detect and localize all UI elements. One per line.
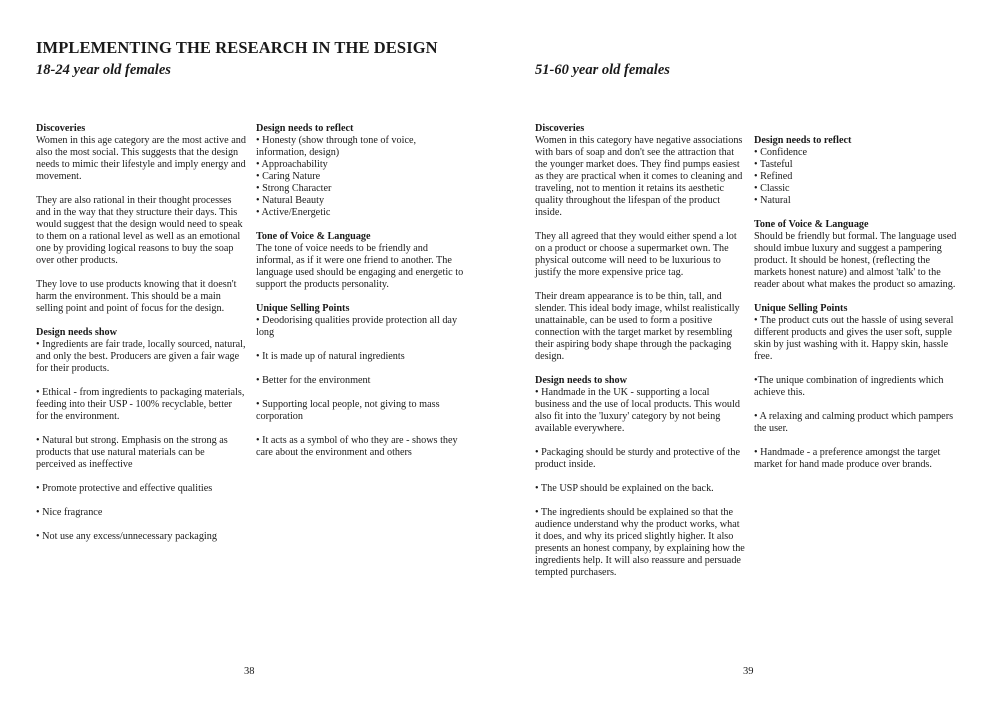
list-item: • Approachability [256,159,328,170]
section-heading: Design needs to show [535,375,627,386]
list-item: • Handmade in the UK - supporting a local business and the use of local products. This would also fit into the 'luxury' category by not being available everywhere. [535,387,740,434]
list-item: • Promote protective and effective qualities [36,483,213,494]
section-heading: Discoveries [535,123,585,134]
list-item: • Deodorising qualities provide protection all day long [256,315,458,338]
paragraph: Women in this category have negative associations with bars of soap and don't see the attraction that the younger market does. They find pumps easiest as they are practical when it comes to cleaning and traveling, not to mention it retains its aesthetic quality throughout the lifespan of the product inside. [535,135,743,218]
list-item: • It is made up of natural ingredients [256,351,405,362]
list-item: • The product cuts out the hassle of using several different products and gives the user soft, supple skin by just washing with it. Happy skin, hassle free. [754,315,954,362]
list-item: • Better for the environment [256,375,371,386]
list-spacer [535,495,745,507]
list-spacer [256,423,466,435]
list-item: •The unique combination of ingredients which achieve this. [754,375,944,398]
bullet-list [535,387,745,579]
list-spacer [256,363,466,375]
list-item: • Natural Beauty [256,195,325,206]
list-spacer [256,387,466,399]
section-heading: Discoveries [36,123,86,134]
list-item: • A relaxing and calming product which pampers the user. [754,411,954,434]
section-heading: Tone of Voice & Language [256,231,371,242]
list-item: • The ingredients should be explained so that the audience understand why the product works, what it does, and why its priced slightly higher. It also presents an honest company, by explaining how the ingredients help. It will also reassure and persuade tempted purchasers. [535,507,745,578]
list-spacer [535,435,745,447]
list-item: • Nice fragrance [36,507,103,518]
list-spacer [36,423,246,435]
list-item: • Honesty (show through tone of voice, information, design) [256,135,417,158]
bullet-list [256,135,466,219]
list-spacer [535,471,745,483]
section-heading: Tone of Voice & Language [754,219,869,230]
list-item: • Strong Character [256,183,332,194]
list-item: • Confidence [754,147,808,158]
list-item: • Packaging should be sturdy and protective of the product inside. [535,447,741,470]
left-subtitle: 18-24 year old females [36,62,171,78]
paragraph: The tone of voice needs to be friendly and informal, as if it were one friend to another. The language used should be engaging and energetic to support the products personality. [256,243,464,290]
paragraph: They are also rational in their thought processes and in the way that they structure their days. This would suggest that the design would need to speak to them on a rational level as well as an emotional one by providing logical reasons to buy the soap over other products. [36,195,243,266]
list-item: • Ethical - from ingredients to packaging materials, feeding into their USP - 100% recyclable, better for the environment. [36,387,245,422]
page-title: IMPLEMENTING THE RESEARCH IN THE DESIGN [36,38,438,57]
right-column-1 [535,123,745,579]
list-item: • Active/Energetic [256,207,331,218]
list-item: • Not use any excess/unnecessary packaging [36,531,217,542]
paragraph: Women in this age category are the most active and also the most social. This suggests that the design needs to mimic their lifestyle and imply energy and movement. [36,135,246,182]
list-spacer [754,363,964,375]
page-number-left: 38 [244,666,255,677]
list-item: • Handmade - a preference amongst the target market for hand made produce over brands. [754,447,941,470]
paragraph: They all agreed that they would either spend a lot on a product or choose a supermarket own. The physical outcome will need to be luxurious to justify the more expensive price tag. [535,231,737,278]
list-spacer [36,375,246,387]
list-spacer [36,471,246,483]
paragraph: They love to use products knowing that it doesn't harm the environment. This should be a main selling point and point of focus for the design. [36,279,237,314]
bullet-list [256,315,466,459]
left-column-1 [36,123,246,543]
bullet-list [754,315,964,471]
list-item: • The USP should be explained on the back. [535,483,714,494]
paragraph: Their dream appearance is to be thin, tall, and slender. This ideal body image, whilst realistically unattainable, can be used to form a positive connection with the target market by resembling their aspiring body shape through the packaging design. [535,291,740,362]
list-item: • Caring Nature [256,171,321,182]
section-heading: Unique Selling Points [754,303,848,314]
list-spacer [256,339,466,351]
list-spacer [754,435,964,447]
list-item: • Tasteful [754,159,793,170]
list-spacer [754,399,964,411]
list-item: • Refined [754,171,793,182]
list-item: • Classic [754,183,790,194]
list-item: • It acts as a symbol of who they are - shows they care about the environment and others [256,435,458,458]
list-spacer [36,519,246,531]
right-column-2 [754,135,964,471]
list-item: • Ingredients are fair trade, locally sourced, natural, and only the best. Producers are given a fair wage for their products. [36,339,246,374]
section-heading: Design needs show [36,327,117,338]
left-column-2 [256,123,466,459]
paragraph: Should be friendly but formal. The language used should imbue luxury and suggest a pampering product. It should be honest, (reflecting the markets honest nature) and almost 'talk' to the reader about what makes the product so amazing. [754,231,957,290]
list-spacer [36,495,246,507]
section-heading: Design needs to reflect [754,135,852,146]
bullet-list [754,147,964,207]
section-heading: Unique Selling Points [256,303,350,314]
list-item: • Natural but strong. Emphasis on the strong as products that use natural materials can be perceived as ineffective [36,435,228,470]
right-subtitle: 51-60 year old females [535,62,670,78]
list-item: • Natural [754,195,791,206]
section-heading: Design needs to reflect [256,123,354,134]
list-item: • Supporting local people, not giving to mass corporation [256,399,440,422]
bullet-list [36,339,246,543]
page-number-right: 39 [743,666,754,677]
